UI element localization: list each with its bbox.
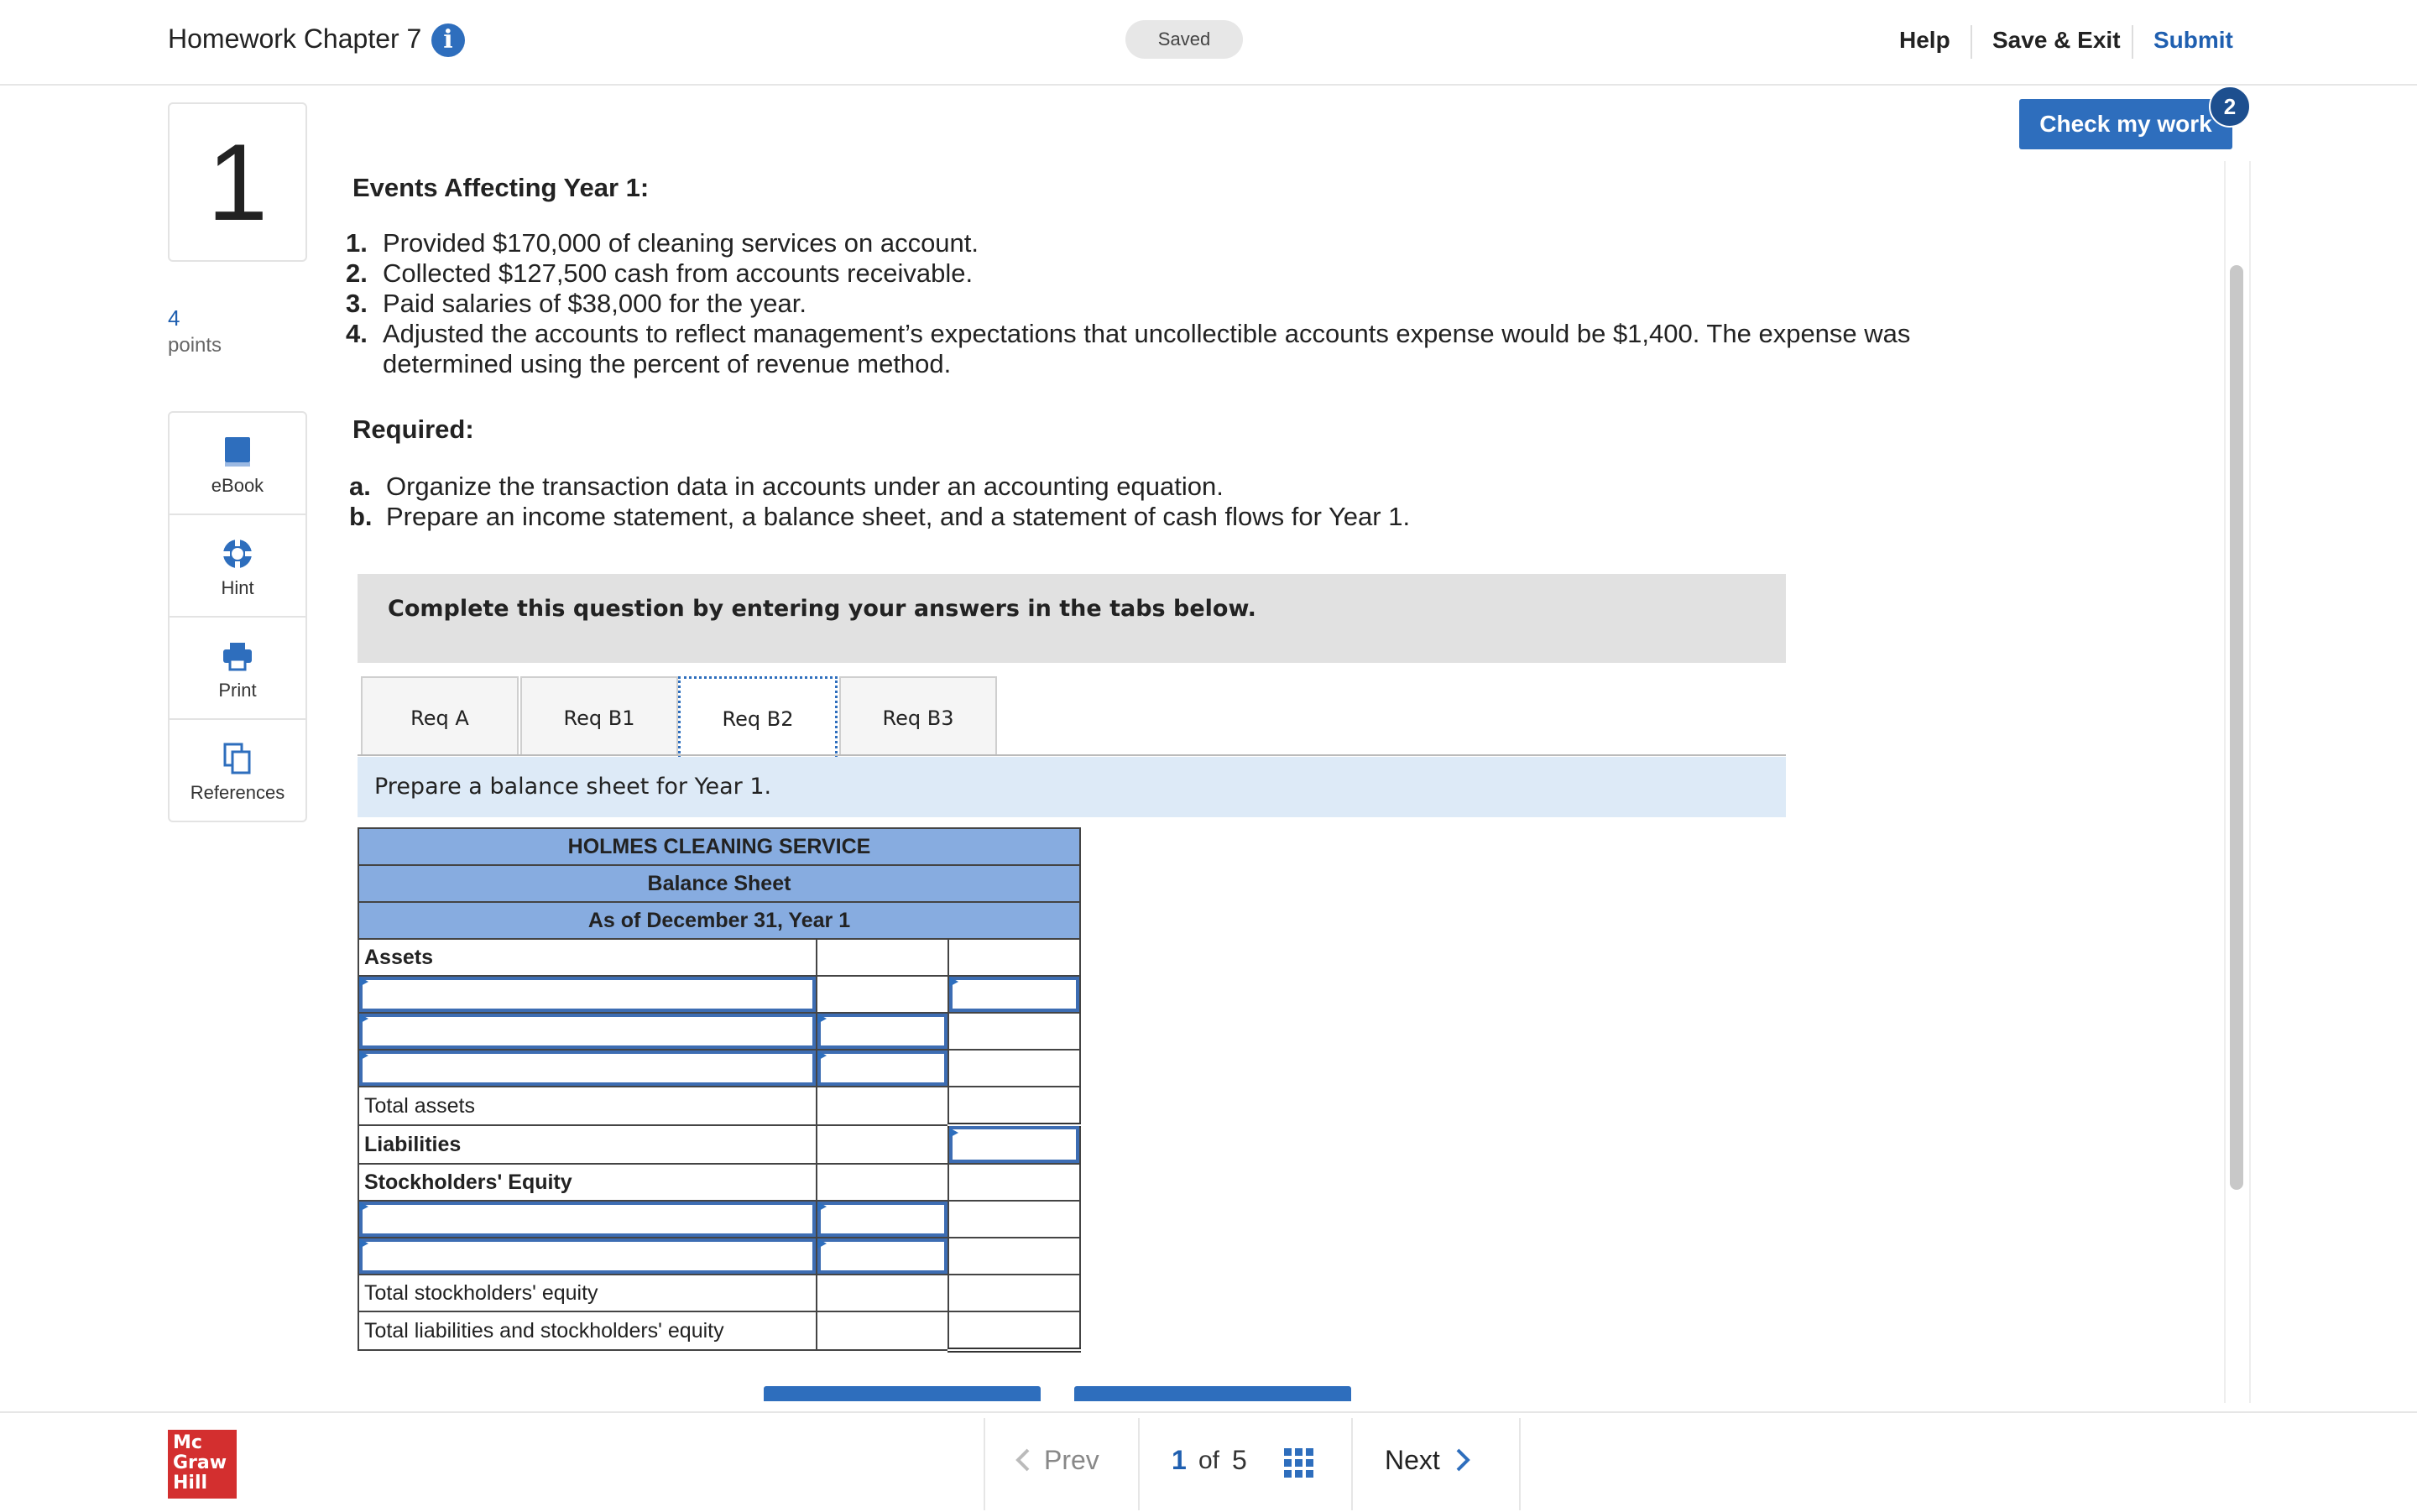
list-item	[344, 319, 1922, 379]
chevron-right-icon	[1454, 1447, 1472, 1473]
help-link[interactable]: Help	[1899, 27, 1950, 53]
logo-line: Graw	[173, 1452, 227, 1473]
question-number: 1	[168, 102, 307, 262]
events-heading: Events Affecting Year 1:	[352, 173, 650, 202]
table-row	[358, 1164, 1080, 1201]
item-letter: a.	[349, 472, 371, 501]
table-row	[358, 1201, 1080, 1238]
empty-cell	[948, 939, 1080, 976]
pager-divider	[1138, 1418, 1140, 1510]
item-number: 3.	[346, 289, 368, 318]
next-tab-button[interactable]	[1074, 1386, 1351, 1401]
tab-req-b3[interactable]: Req B3	[839, 676, 997, 755]
page-total: 5	[1232, 1445, 1247, 1475]
empty-cell	[817, 1275, 948, 1311]
table-header-row	[358, 902, 1080, 939]
company-name: HOLMES CLEANING SERVICE	[358, 828, 1080, 865]
references-label: References	[190, 782, 285, 803]
next-button[interactable]	[1385, 1445, 1472, 1476]
logo-line: Mc	[173, 1432, 202, 1453]
total-equity-label: Total stockholders' equity	[358, 1275, 817, 1311]
equity-label: Stockholders' Equity	[358, 1164, 817, 1201]
page-current: 1	[1172, 1445, 1187, 1475]
tab-req-b2[interactable]: Req B2	[678, 676, 838, 758]
logo-line: Hill	[173, 1473, 208, 1494]
table-row	[358, 1125, 1080, 1164]
total-equity-value	[948, 1275, 1080, 1311]
assets-label: Assets	[358, 939, 817, 976]
liabilities-amount-input[interactable]	[948, 1125, 1080, 1164]
book-icon	[221, 435, 254, 468]
tab-instruction-text: Prepare a balance sheet for Year 1.	[374, 774, 772, 800]
asset-account-dropdown[interactable]	[358, 1050, 817, 1087]
empty-cell	[948, 1238, 1080, 1275]
points-label: points	[168, 334, 222, 357]
info-icon[interactable]: i	[431, 23, 465, 57]
total-liabilities-equity-label: Total liabilities and stockholders' equity	[358, 1311, 817, 1350]
tab-req-a[interactable]: Req A	[361, 676, 519, 755]
item-text: Prepare an income statement, a balance sheet, and a statement of cash flows for Year 1.	[386, 502, 1411, 531]
hint-label: Hint	[221, 577, 254, 598]
empty-cell	[817, 1125, 948, 1164]
events-list	[344, 228, 1922, 379]
empty-cell	[948, 1201, 1080, 1238]
references-button[interactable]	[170, 720, 305, 821]
empty-cell	[948, 1013, 1080, 1050]
table-row	[358, 1050, 1080, 1087]
page-of: of	[1198, 1447, 1220, 1474]
table-row	[358, 976, 1080, 1013]
assignment-title: Homework Chapter 7	[168, 23, 422, 54]
statement-date: As of December 31, Year 1	[358, 902, 1080, 939]
list-item	[347, 502, 1858, 532]
empty-cell	[948, 1050, 1080, 1087]
item-number: 1.	[346, 228, 368, 258]
save-exit-link[interactable]: Save & Exit	[1992, 27, 2121, 53]
empty-cell	[817, 1164, 948, 1201]
statement-name: Balance Sheet	[358, 865, 1080, 902]
item-text: Collected $127,500 cash from accounts receivable.	[383, 258, 974, 288]
asset-amount-input[interactable]	[817, 1013, 948, 1050]
table-header-row	[358, 865, 1080, 902]
ebook-label: eBook	[211, 475, 264, 496]
empty-cell	[817, 939, 948, 976]
table-header-row	[358, 828, 1080, 865]
balance-sheet-table	[358, 827, 1081, 1353]
submit-link[interactable]: Submit	[2153, 27, 2233, 53]
total-assets-value	[948, 1087, 1080, 1125]
equity-amount-input[interactable]	[817, 1201, 948, 1238]
prev-tab-button[interactable]	[764, 1386, 1041, 1401]
required-heading: Required:	[352, 414, 474, 444]
table-row	[358, 1013, 1080, 1050]
printer-icon	[221, 639, 254, 673]
prev-button[interactable]	[1014, 1445, 1099, 1476]
check-my-work-button[interactable]: Check my work	[2019, 99, 2232, 149]
item-text: Paid salaries of $38,000 for the year.	[383, 289, 807, 318]
item-text: Adjusted the accounts to reflect management’s expectations that uncollectible accounts expense would be $1,400. The expense was determined using the percent of revenue method.	[383, 319, 1911, 378]
item-letter: b.	[349, 502, 373, 531]
liabilities-label: Liabilities	[358, 1125, 817, 1164]
table-row	[358, 1275, 1080, 1311]
header-divider	[1971, 25, 1972, 59]
grid-icon[interactable]	[1284, 1448, 1314, 1478]
ebook-button[interactable]	[170, 413, 305, 515]
asset-amount-input[interactable]	[817, 1050, 948, 1087]
points-value: 4	[168, 305, 180, 331]
scrollbar-thumb[interactable]	[2230, 265, 2243, 1190]
pager-divider	[1351, 1418, 1353, 1510]
equity-account-dropdown[interactable]	[358, 1201, 817, 1238]
print-label: Print	[218, 680, 257, 701]
saved-status-badge: Saved	[1125, 20, 1243, 59]
empty-cell	[817, 1311, 948, 1350]
total-liabilities-equity-value	[948, 1311, 1080, 1350]
empty-cell	[817, 1087, 948, 1125]
tab-req-b1[interactable]: Req B1	[520, 676, 678, 755]
table-row	[358, 1087, 1080, 1125]
print-button[interactable]	[170, 618, 305, 720]
asset-amount-input[interactable]	[948, 976, 1080, 1013]
equity-account-dropdown[interactable]	[358, 1238, 817, 1275]
item-number: 4.	[346, 319, 368, 348]
check-attempts-badge: 2	[2209, 86, 2251, 128]
required-list	[347, 472, 1858, 532]
asset-account-dropdown[interactable]	[358, 976, 817, 1013]
tab-divider	[358, 754, 1786, 756]
header-divider	[2132, 25, 2133, 59]
table-row	[358, 1311, 1080, 1350]
lifebuoy-icon	[221, 537, 254, 571]
item-text: Organize the transaction data in accounts under an accounting equation.	[386, 472, 1224, 501]
table-row	[358, 1238, 1080, 1275]
tools-panel	[168, 411, 307, 822]
item-number: 2.	[346, 258, 368, 288]
copy-icon	[221, 742, 254, 775]
prev-label: Prev	[1044, 1445, 1099, 1475]
equity-amount-input[interactable]	[817, 1238, 948, 1275]
asset-account-dropdown[interactable]	[358, 1013, 817, 1050]
hint-button[interactable]	[170, 515, 305, 618]
table-row	[358, 939, 1080, 976]
list-item	[344, 228, 1922, 258]
list-item	[344, 289, 1922, 319]
empty-cell	[817, 976, 948, 1013]
mcgraw-hill-logo	[168, 1430, 237, 1499]
list-item	[344, 258, 1922, 289]
chevron-left-icon	[1014, 1447, 1032, 1473]
item-text: Provided $170,000 of cleaning services on account.	[383, 228, 979, 258]
instructions-text: Complete this question by entering your answers in the tabs below.	[388, 596, 1256, 622]
total-assets-label: Total assets	[358, 1087, 817, 1125]
next-label: Next	[1385, 1445, 1440, 1475]
empty-cell	[948, 1164, 1080, 1201]
list-item	[347, 472, 1858, 502]
